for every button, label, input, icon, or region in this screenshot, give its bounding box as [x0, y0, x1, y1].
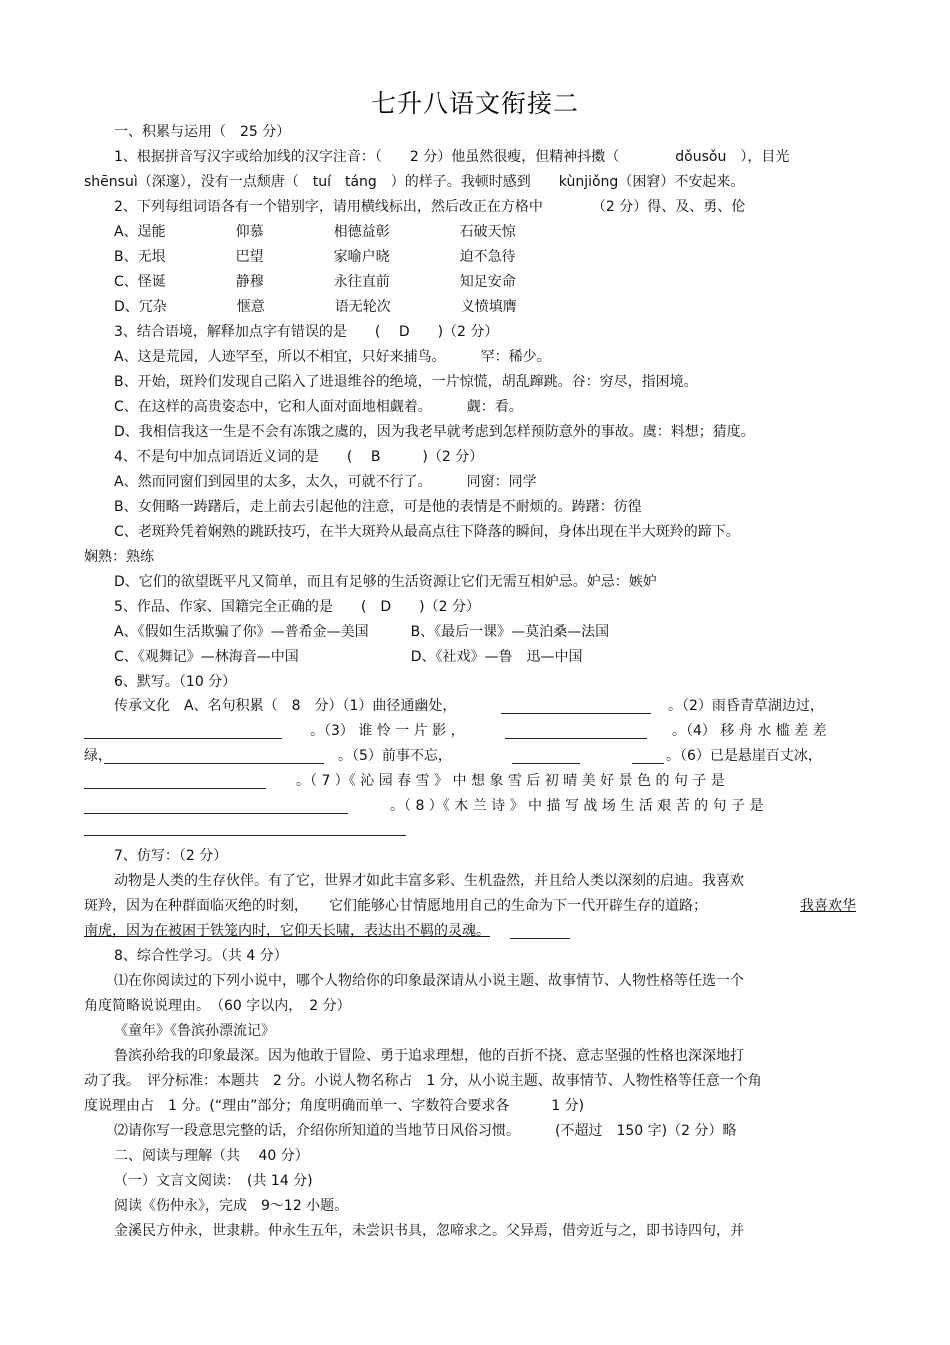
- question-line: ⑴在你阅读过的下列小说中，哪个人物给你的印象最深请从小说主题、故事情节、人物性格等任选一个: [114, 973, 744, 989]
- book-titles: 《童年》《鲁滨孙漂流记》: [114, 1023, 275, 1039]
- answer-line: 南虎，因为在被困于铁笼内时，它仰天长啸，表达出不羁的灵魂。: [84, 923, 490, 939]
- dictation-line: 。（2）雨昏青草湖边过，: [668, 698, 824, 714]
- dictation-line: 绿，: [84, 748, 112, 764]
- answer-blank: [501, 712, 651, 714]
- dictation-line: 。（ 7 ）《 沁 园 春 雪 》 中 想 象 雪 后 初 晴 美 好 景 色 的 句 子 是: [296, 773, 725, 789]
- document-title: 七升八语文衔接二: [370, 89, 579, 118]
- option-line: A、《假如生活欺骗了你》—普希金—美国 B、《最后一课》—莫泊桑—法国: [114, 624, 610, 640]
- question-line: 4、不是句中加点词语近义词的是 ( B )（2 分）: [114, 449, 484, 465]
- answer-blank: [84, 834, 406, 836]
- dictation-line: 。（ 8 ）《 木 兰 诗 》 中 描 写 战 场 生 活 艰 苦 的 句 子 是: [390, 798, 764, 814]
- option-line: B、女佣略一踌躇后，走上前去引起他的注意，可是他的表情是不耐烦的。踌躇：彷徨: [114, 499, 642, 515]
- answer-blank: [512, 762, 580, 764]
- answer-blank: [632, 762, 664, 764]
- subsection-heading: （一）文言文阅读： (共 14 分): [114, 1173, 313, 1189]
- dictation-line: 。（6）已是悬崖百丈冰，: [666, 748, 822, 764]
- option-line: D、它们的欲望既平凡又简单，而且有足够的生活资源让它们无需互相妒忌。妒忌：嫉妒: [114, 574, 657, 590]
- answer-blank: [104, 762, 324, 764]
- question-line: 角度简略说说理由。 （60 字以内， 2 分）: [84, 998, 351, 1014]
- section-heading: 一、积累与运用（ 25 分）: [114, 124, 291, 140]
- option-line: C、怪诞 静穆 永往直前 知足安命: [114, 274, 516, 290]
- answer-line: 鲁滨孙给我的印象最深。因为他敢于冒险、勇于追求理想，他的百折不挠、意志坚强的性格也深深地打: [114, 1048, 744, 1064]
- answer-line: 动了我。 评分标准：本题共 2 分。小说人物名称占 1 分，从小说主题、故事情节、人物性格等任意一个角: [84, 1073, 762, 1089]
- answer-blank: [84, 812, 348, 814]
- question-line: 6、默写。（10 分）: [114, 674, 237, 690]
- passage-line: 斑羚，因为在种群面临灭绝的时刻， 它们能够心甘情愿地用自己的生命为下一代开辟生存的道路；: [84, 898, 707, 914]
- section-heading: 二、阅读与理解（共 40 分）: [114, 1148, 309, 1164]
- passage-line: 动物是人类的生存伙伴。有了它，世界才如此丰富多彩、生机盎然，并且给人类以深刻的启迪。我喜欢: [114, 873, 744, 889]
- option-line: A、然而同窗们到园里的太多，太久，可就不行了。 同窗：同学: [114, 474, 537, 490]
- option-line: A、这是荒园，人迹罕至，所以不相宜，只好来捕鸟。 罕：稀少。: [114, 349, 551, 365]
- answer-line: 度说理由占 1 分。(“理由”部分；角度明确而单一、字数符合要求各 1 分): [84, 1098, 585, 1114]
- answer-blank: [505, 737, 647, 739]
- option-line: C、《观舞记》—林海音—中国 D、《社戏》—鲁 迅—中国: [114, 649, 583, 665]
- answer-blank: [84, 787, 266, 789]
- dictation-line: 传承文化 A、名句积累（ 8 分）（1）曲径通幽处，: [114, 698, 457, 714]
- question-line: 5、作品、作家、国籍完全正确的是 ( D )（2 分）: [114, 599, 480, 615]
- question-line: shēnsuì（深邃），没有一点颓唐（ tuí táng ）的样子。我顿时感到 kùnjiǒng（困窘）不安起来。: [84, 174, 745, 190]
- option-line: B、无垠 巴望 家喻户晓 迫不急待: [114, 249, 516, 265]
- passage-line: 我喜欢华: [800, 898, 856, 914]
- passage-line: 金溪民方仲永，世隶耕。仲永生五年，未尝识书具，忽啼求之。父异焉，借旁近与之，即书诗四句，并: [114, 1223, 744, 1239]
- question-line: 1、根据拼音写汉字或给加线的汉字注音：（ 2 分）他虽然很瘦，但精神抖擞（ dǒusǒu ），目光: [114, 149, 790, 165]
- option-line: C、老斑羚凭着娴熟的跳跃技巧，在半大斑羚从最高点往下降落的瞬间，身体出现在半大斑羚的蹄下。: [114, 524, 740, 540]
- question-line: 阅读《伤仲永》，完成 9～12 小题。: [114, 1198, 349, 1214]
- option-line: D、我相信我这一生是不会有冻饿之虞的，因为我老早就考虑到怎样预防意外的事故。虞：料想；猜度。: [114, 424, 755, 440]
- option-line: B、开始，斑羚们发现自己陷入了进退维谷的绝境，一片惊慌，胡乱蹿跳。谷：穷尽，指困境。: [114, 374, 698, 390]
- option-line: D、冗杂 惬意 语无轮次 义愤填膺: [114, 299, 517, 315]
- answer-blank: [510, 937, 570, 939]
- dictation-line: 。（3） 谁 怜 一 片 影 ，: [310, 723, 465, 739]
- dictation-line: 。（4） 移 舟 水 槛 差 差: [672, 723, 827, 739]
- question-line: 8、综合性学习。（共 4 分）: [114, 948, 288, 964]
- question-line: 2、下列每组词语各有一个错别字，请用横线标出，然后改正在方格中 （2 分）得、及、勇、伦: [114, 199, 746, 215]
- option-line: C、在这样的高贵姿态中，它和人面对面地相觑着。 觑：看。: [114, 399, 523, 415]
- question-line: 3、结合语境，解释加点字有错误的是 ( D )（2 分）: [114, 324, 499, 340]
- dictation-line: 。（5）前事不忘，: [338, 748, 452, 764]
- option-line: A、逞能 仰慕 相德益彰 石破天惊: [114, 224, 516, 240]
- question-line: ⑵请你写一段意思完整的话，介绍你所知道的当地节日风俗习惯。 (不超过 150 字)（2 分）略: [114, 1123, 737, 1139]
- option-line: 娴熟：熟练: [84, 549, 154, 565]
- answer-blank: [84, 737, 282, 739]
- question-line: 7、仿写：（2 分）: [114, 848, 228, 864]
